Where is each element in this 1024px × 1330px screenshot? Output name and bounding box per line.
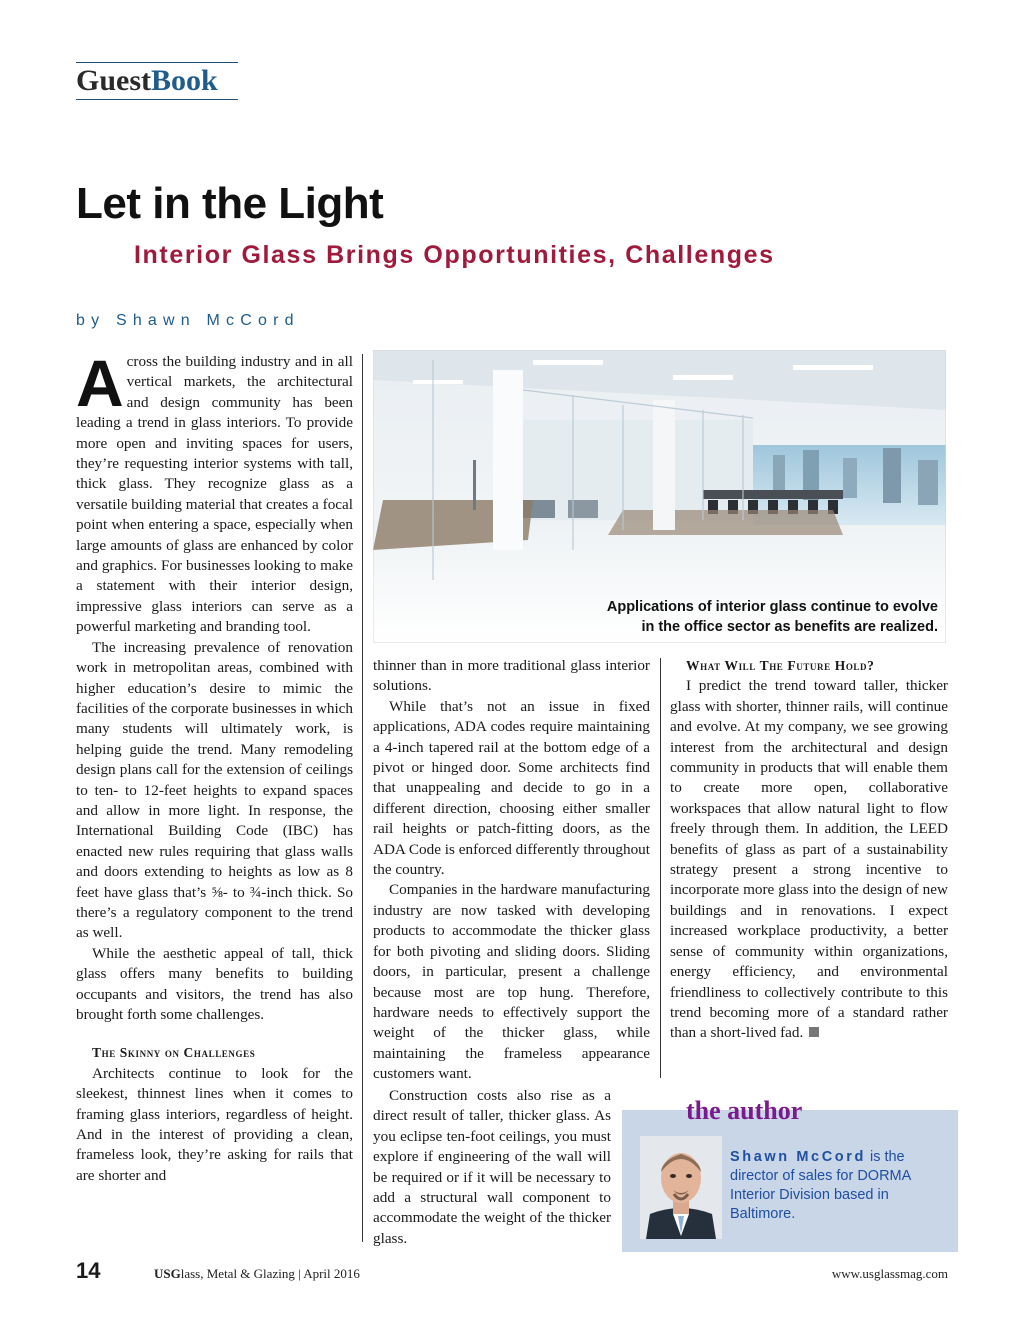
article-subtitle: Interior Glass Brings Opportunities, Challenges [134, 241, 775, 269]
author-name: Shawn McCord [730, 1149, 866, 1165]
author-portrait [640, 1136, 722, 1239]
col1-p1-text: cross the building industry and in all vertical markets, the architectural and design community has been leading a trend in glass interiors. To provide more open and inviting spaces for users, they’re requesting interior systems with tall, thick glass. They recognize glass as a versatile building material that creates a focal point when entering a space, especially when large amounts of glass are enhanced by color and graphics. For businesses looking to make a statement with their interior design, impressive glass interiors can serve as a powerful marketing and branding tool. [76, 353, 353, 636]
photo-caption [478, 597, 938, 637]
drop-cap: A [76, 346, 124, 420]
photo-caption-line-1: Applications of interior glass continue to evolve [606, 599, 938, 615]
end-mark-icon [809, 1027, 819, 1037]
col2-paragraph-1: thinner than in more traditional glass interior solutions. [373, 657, 650, 695]
section-tag-book: Book [151, 64, 218, 97]
photo-caption-line-2: in the office sector as benefits are realized. [641, 619, 938, 635]
col1-paragraph-3: While the aesthetic appeal of tall, thick glass offers many benefits to building occupants and visitors, the trend has also brought forth some challenges. [76, 944, 353, 1023]
column-1 [76, 346, 353, 1186]
column-2-continued [373, 1086, 611, 1249]
author-photo [640, 1136, 722, 1239]
section-tag-guest: Guest [76, 64, 151, 97]
col1-subhead: The Skinny on Challenges [92, 1045, 256, 1061]
column-3 [670, 656, 948, 1044]
section-tag [76, 62, 238, 100]
page-number: 14 [76, 1258, 101, 1283]
article-title: Let in the Light [76, 179, 384, 228]
col2-paragraph-2: While that’s not an issue in fixed applications, ADA codes require maintaining a 4-inch tapered rail at the bottom edge of a pivot or hinged door. Some architects find that unappealing and decide to go in a different direction, choosing either smaller rail heights or patch-fitting doors, as the ADA Code is enforced differently throughout the country. [373, 697, 650, 879]
col2-paragraph-4: Construction costs also rise as a direct result of taller, thicker glass. As you eclipse ten-foot ceilings, you must explore if engineering of the wall will be required or if it will be necessary to add a structural wall component to accommodate the weight of the thicker glass. [373, 1087, 611, 1247]
website-link[interactable]: www.usglassmag.com [831, 1266, 948, 1281]
col1-paragraph-2: The increasing prevalence of renovation work in metropolitan areas, combined with higher education’s desire to mimic the facilities of the corporate businesses in which many students will ultimately work, is helping guide the trend. Many remodeling design plans call for the extension of ceilings to ten- to 12-feet heights to expand spaces and allow in more light. In response, the International Building Code (IBC) has enacted new rules requiring that glass walls and doors extending to heights as low as 8 feet have glass that’s ⅝- to ¾-inch thick. So there’s a regulatory component to the trend as well. [76, 638, 353, 942]
col2-paragraph-3: Companies in the hardware manufacturing industry are now tasked with developing products to accommodate the thicker glass for both pivoting and sliding doors. Sliding doors, in particular, present a challenge because most are top hung. Therefore, hardware needs to effectively support the weight of the thicker glass, while maintaining the frameless appearance customers want. [373, 881, 650, 1083]
author-bio [730, 1148, 940, 1224]
author-bio-text: is the director of sales for DORMA Interior Division based in Baltimore. [730, 1149, 911, 1222]
column-rule-2 [660, 658, 661, 1078]
publication-line: USGlass, Metal & Glazing | April 2016 [154, 1266, 360, 1281]
column-2 [373, 656, 650, 1085]
author-heading: the author [686, 1096, 803, 1125]
col3-paragraph-1: I predict the trend toward taller, thicker glass with shorter, thinner rails, will continue and evolve. At my company, we see growing interest from the architectural and design community in products that will enable them to create more open, collaborative workspaces that allow natural light to flow freely through them. In addition, the LEED benefits of glass as part of a sustainability strategy present a strong incentive to incorporate more glass into the design of new buildings and in renovations. I expect increased workplace productivity, a better sense of community within organizations, energy efficiency, and environmental friendliness to collectively contribute to this trend becoming more of a standard rather than a short-lived fad. [670, 677, 948, 1042]
col1-paragraph-4: Architects continue to look for the sleekest, thinnest lines when it comes to framing glass interiors, regardless of height. And in the interest of providing a clean, frameless look, they’re asking for rails that are shorter and [76, 1064, 353, 1184]
col3-subhead: What Will The Future Hold? [686, 658, 875, 673]
article-byline: by Shawn McCord [76, 312, 300, 329]
column-rule-1 [362, 354, 363, 1242]
col1-paragraph-1 [76, 346, 353, 638]
